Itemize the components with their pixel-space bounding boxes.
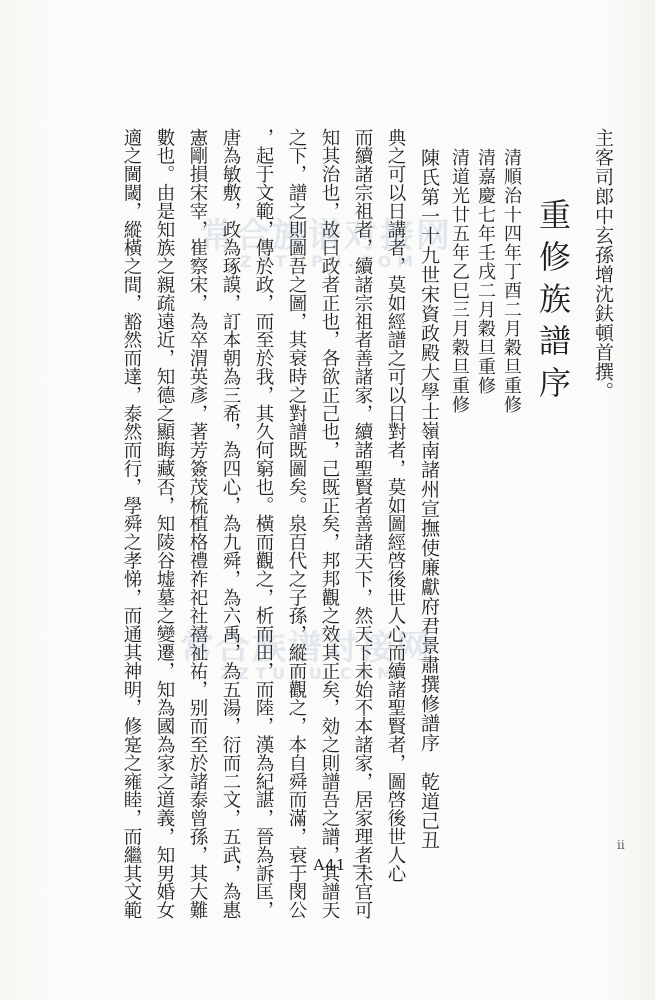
document-title: 重修族譜序: [534, 198, 572, 408]
body-column-8: 憲剛損宋宰，崔察宋，為卒渭英彥，著芳簽茂梳植格禮祚祀社禧祉祐，别而至於諸泰曾孫，其大難: [187, 128, 208, 920]
watermark-url-bottom: ZZTUPU.COM: [220, 664, 400, 683]
edge-mark: ⅱ: [617, 838, 625, 852]
watermark-url-top: ZZTUPU.COM: [240, 252, 420, 271]
author-line: 主客司郎中玄孫增沈鈇頓首撰。: [592, 128, 614, 401]
body-column-1: 陳氏第一十九世宋資政殿大學士嶺南諸州宣撫使廉獻府君景肅撰修譜序 乾道己丑: [418, 148, 440, 850]
watermark-text-top: 常合族谱对接网: [200, 216, 452, 256]
body-column-7: 唐為敏敷，政為琢謨，訂本朝為三希，為四心，為九舜，為六禹，為五湯，衍而二文，五武，為惠: [220, 128, 241, 920]
body-column-5: 之下，譜之則圖吾之圖，其衰時之對譜既圖矣。泉百代之子孫，縱而觀之，本自舜而滿，衰于閔公: [286, 128, 307, 920]
edition-line-1: 清順治十四年丁酉二月穀旦重修: [501, 148, 522, 414]
body-column-10: 適之閫閾，縱橫之間，豁然而達，泰然而行，學舜之孝悌，而通其神明，修寔之雍睦，而繼其文範: [121, 128, 142, 920]
watermark-text-bottom: 常合族谱对接网: [180, 628, 432, 668]
body-column-6: ，起于文範，傳於政，而至於我，其久何窮也。橫而觀之，析而田，而陸，漢為紀諶，晉為訴匡，: [253, 128, 274, 920]
edition-line-3: 清道光廿五年乙巳三月穀旦重修: [449, 148, 470, 414]
edition-line-2: 清嘉慶七年壬戌二月穀旦重修: [475, 148, 496, 395]
page-number: — A41 —: [291, 856, 369, 874]
body-column-4: 知其治也，故曰政者正也，各欲正己也，己既正矣，邦邦觀之效其正矣，効之則譜吾之譜，其譜天: [319, 128, 340, 920]
body-column-3: 而續諸宗祖者，續諸宗祖者善諸家，續諸聖賢者善諸天下，然天下未始不本諸家，居家理者未官可: [352, 128, 373, 920]
body-column-2: 典之可以日講者，莫如經譜之可以日對者，莫如圖經啓後世人心而續諸聖賢者，圖啓後世人心: [385, 128, 406, 883]
body-column-9: 數也。由是知族之親疏遠近，知德之顯晦藏否，知陵谷墟墓之變遷，知為國為家之道義，知男婚女: [154, 128, 175, 920]
